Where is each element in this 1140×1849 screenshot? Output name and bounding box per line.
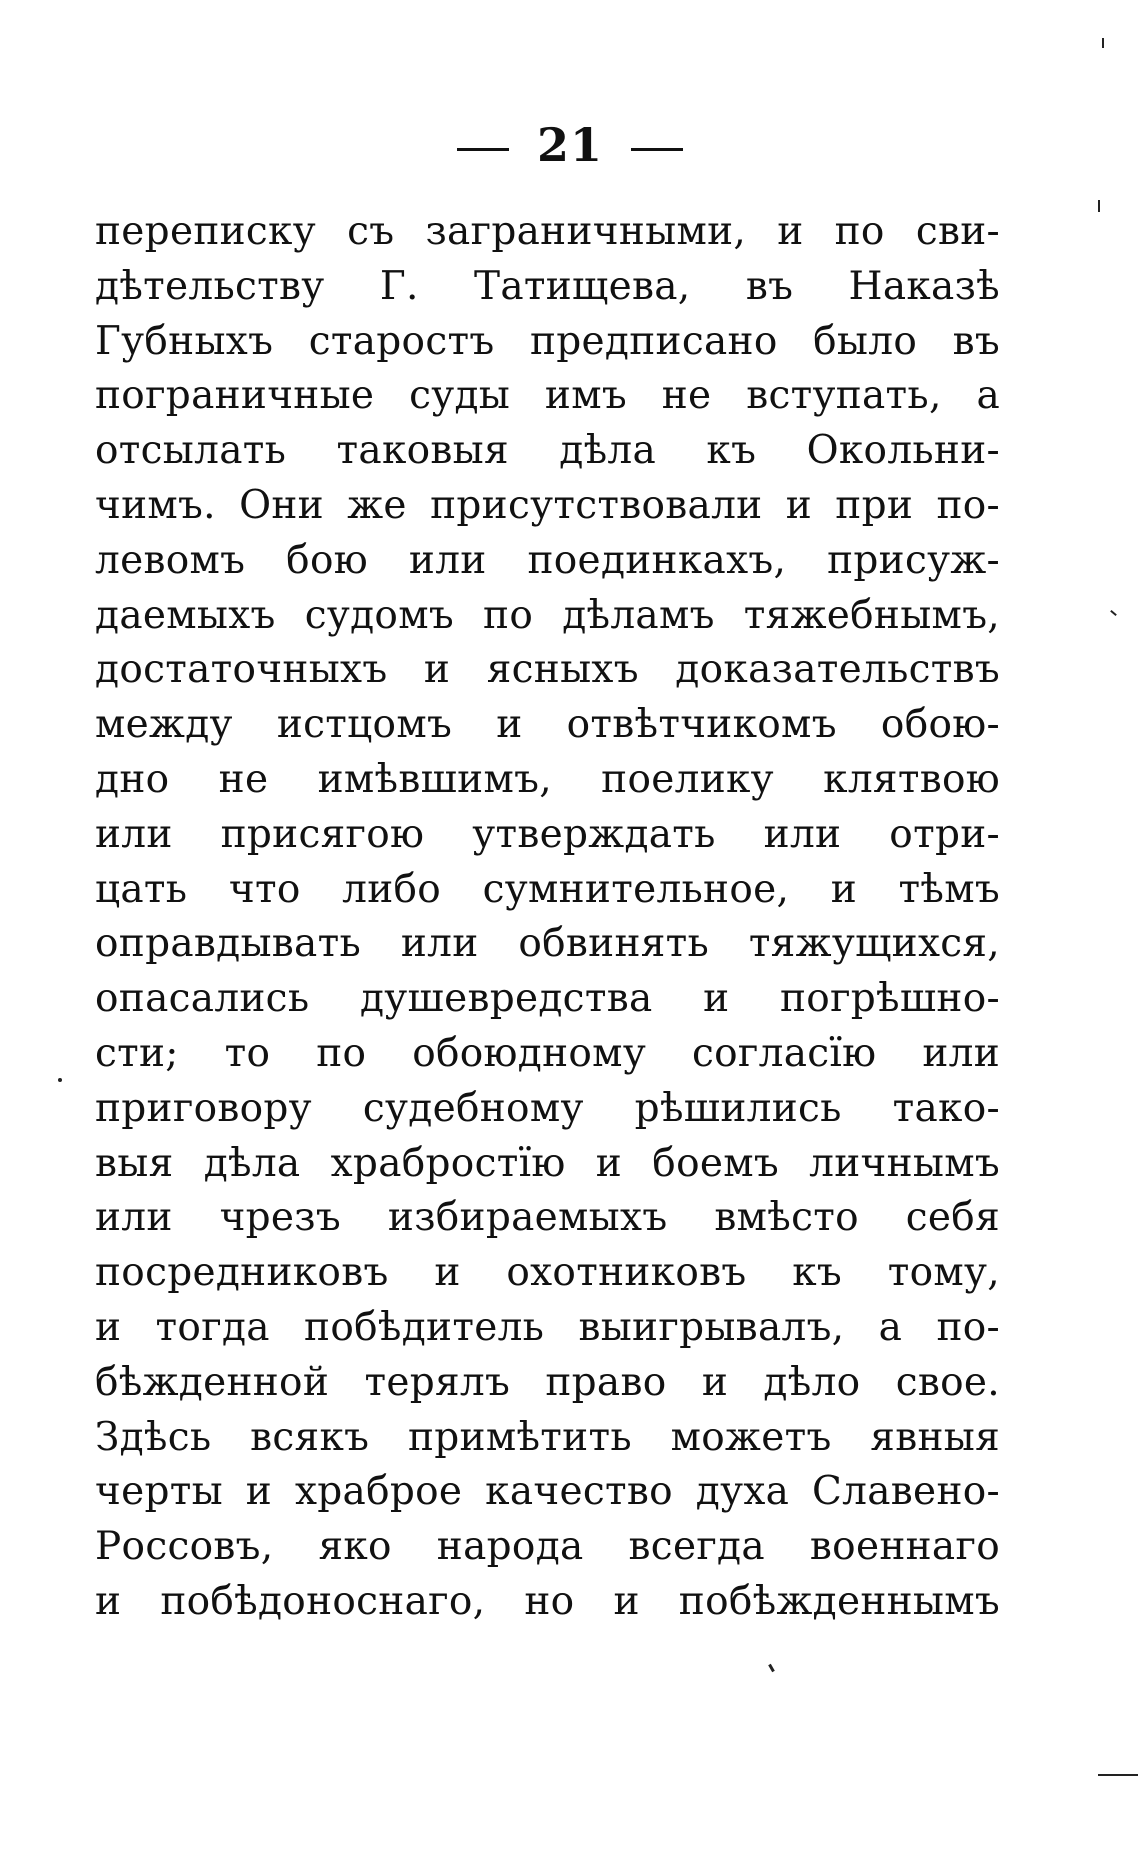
text-line: пограничные суды имъ не вступать, а bbox=[95, 373, 1000, 419]
scan-speck bbox=[1110, 610, 1117, 616]
text-line: достаточныхъ и ясныхъ доказательствъ bbox=[95, 647, 1000, 693]
text-line: дѣтельству Г. Татищева, въ Наказѣ bbox=[95, 263, 1000, 309]
text-line: левомъ бою или поединкахъ, присуж- bbox=[95, 537, 1000, 583]
text-line: Губныхъ старостъ предписано было въ bbox=[95, 318, 1000, 364]
text-line: посредниковъ и охотниковъ къ тому, bbox=[95, 1250, 1000, 1296]
text-line: бѣжденной терялъ право и дѣло свое. bbox=[95, 1359, 1000, 1405]
text-line: и побѣдоноснаго, но и побѣжденнымъ bbox=[95, 1578, 1000, 1624]
text-line: между истцомъ и отвѣтчикомъ обою- bbox=[95, 702, 1000, 748]
text-line: приговору судебному рѣшились тако- bbox=[95, 1085, 1000, 1131]
text-line: даемыхъ судомъ по дѣламъ тяжебнымъ, bbox=[95, 592, 1000, 638]
text-line: опасались душевредства и погрѣшно- bbox=[95, 976, 1000, 1022]
text-line: Здѣсь всякъ примѣтить можетъ явныя bbox=[95, 1414, 1000, 1460]
page-number: 21 bbox=[536, 118, 603, 172]
scan-speck bbox=[1098, 200, 1100, 212]
text-line: или присягою утверждать или отри- bbox=[95, 811, 1000, 857]
text-line: оправдывать или обвинять тяжущихся, bbox=[95, 921, 1000, 967]
text-line: выя дѣла храбростїю и боемъ личнымъ bbox=[95, 1140, 1000, 1186]
text-line: цать что либо сумнительное, и тѣмъ bbox=[95, 866, 1000, 912]
text-line: отсылать таковыя дѣла къ Окольни- bbox=[95, 428, 1000, 474]
scan-speck bbox=[768, 1664, 775, 1672]
scan-speck bbox=[1098, 1774, 1138, 1776]
left-dash bbox=[457, 148, 509, 151]
text-line: сти; то по обоюдному согласїю или bbox=[95, 1030, 1000, 1076]
text-line: черты и храброе качество духа Славено- bbox=[95, 1469, 1000, 1515]
body-text bbox=[95, 205, 1000, 1630]
page-number-header bbox=[0, 118, 1140, 172]
text-line: дно не имѣвшимъ, поелику клятвою bbox=[95, 756, 1000, 802]
text-line: и тогда побѣдитель выигрывалъ, а по- bbox=[95, 1304, 1000, 1350]
text-line: чимъ. Они же присутствовали и при по- bbox=[95, 482, 1000, 528]
scan-speck bbox=[1102, 38, 1104, 48]
scan-speck bbox=[58, 1078, 62, 1082]
text-line: Россовъ, яко народа всегда военнаго bbox=[95, 1524, 1000, 1570]
text-line: или чрезъ избираемыхъ вмѣсто себя bbox=[95, 1195, 1000, 1241]
text-line: переписку съ заграничными, и по сви- bbox=[95, 209, 1000, 254]
right-dash bbox=[631, 148, 683, 151]
